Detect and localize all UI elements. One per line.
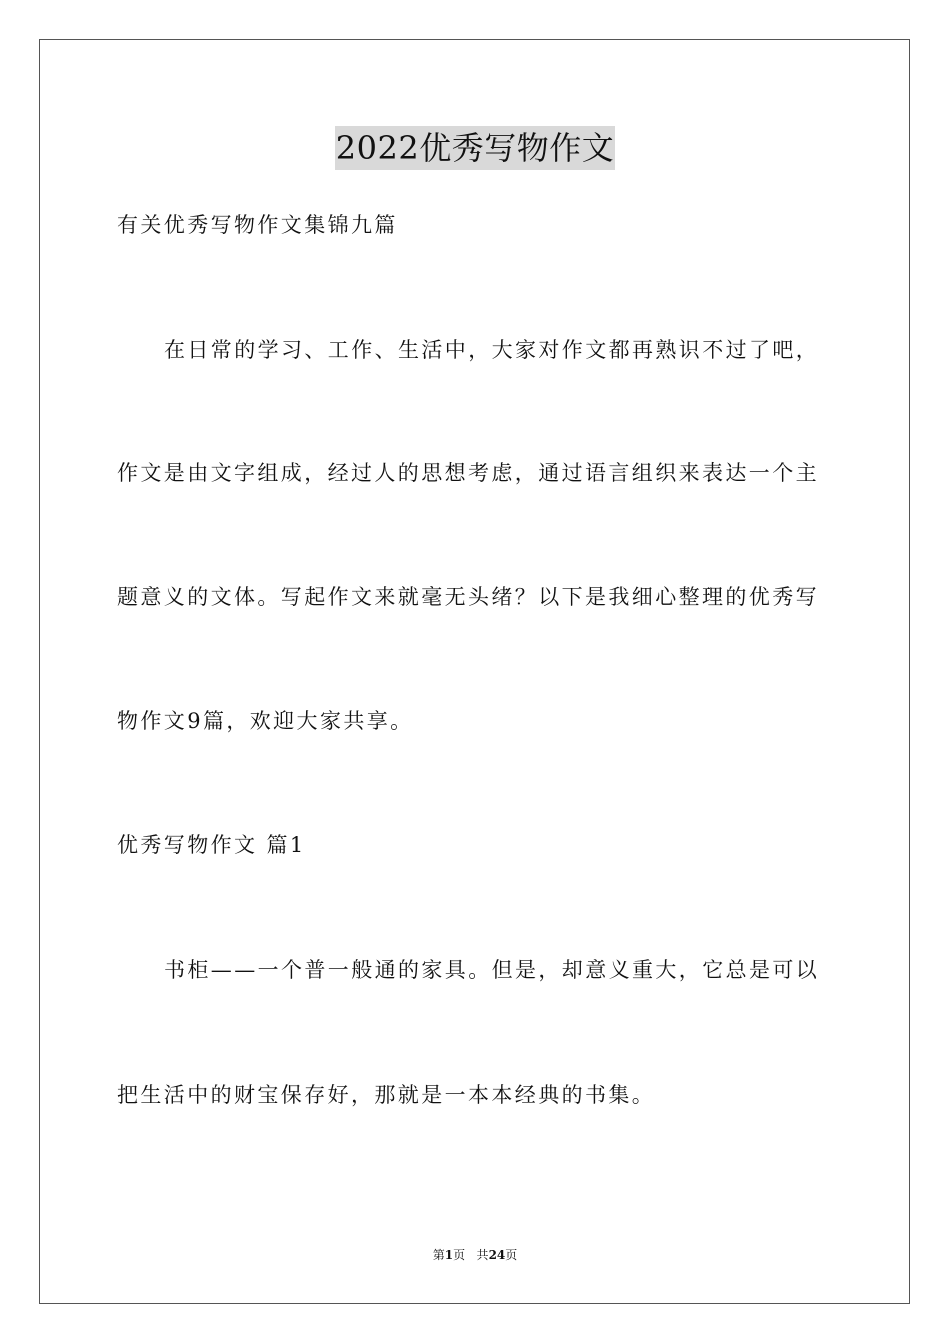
footer-total-pages: 24	[488, 1248, 506, 1262]
title-container	[0, 126, 950, 170]
document-subtitle: 有关优秀写物作文集锦九篇	[117, 213, 398, 237]
paragraph-1-line-3: 题意义的文体。写起作文来就毫无头绪？以下是我细心整理的优秀写	[117, 585, 819, 609]
footer-page-suffix: 页	[453, 1248, 466, 1262]
document-title: 2022优秀写物作文	[335, 126, 615, 170]
paragraph-1-line-4: 物作文9篇，欢迎大家共享。	[117, 709, 414, 733]
footer-total-suffix: 页	[505, 1248, 518, 1262]
footer-page-prefix: 第	[432, 1248, 445, 1262]
footer-page-number: 1	[444, 1248, 454, 1262]
section-1-heading: 优秀写物作文 篇1	[117, 833, 306, 857]
page-footer	[0, 1247, 950, 1263]
footer-total-prefix: 共	[476, 1248, 489, 1262]
paragraph-1-line-1: 在日常的学习、工作、生活中，大家对作文都再熟识不过了吧，	[164, 338, 820, 362]
paragraph-1-line-2: 作文是由文字组成，经过人的思想考虑，通过语言组织来表达一个主	[117, 461, 819, 485]
paragraph-2-line-2: 把生活中的财宝保存好，那就是一本本经典的书集。	[117, 1083, 656, 1107]
paragraph-2-line-1: 书柜——一个普一般通的家具。但是，却意义重大，它总是可以	[164, 958, 820, 982]
